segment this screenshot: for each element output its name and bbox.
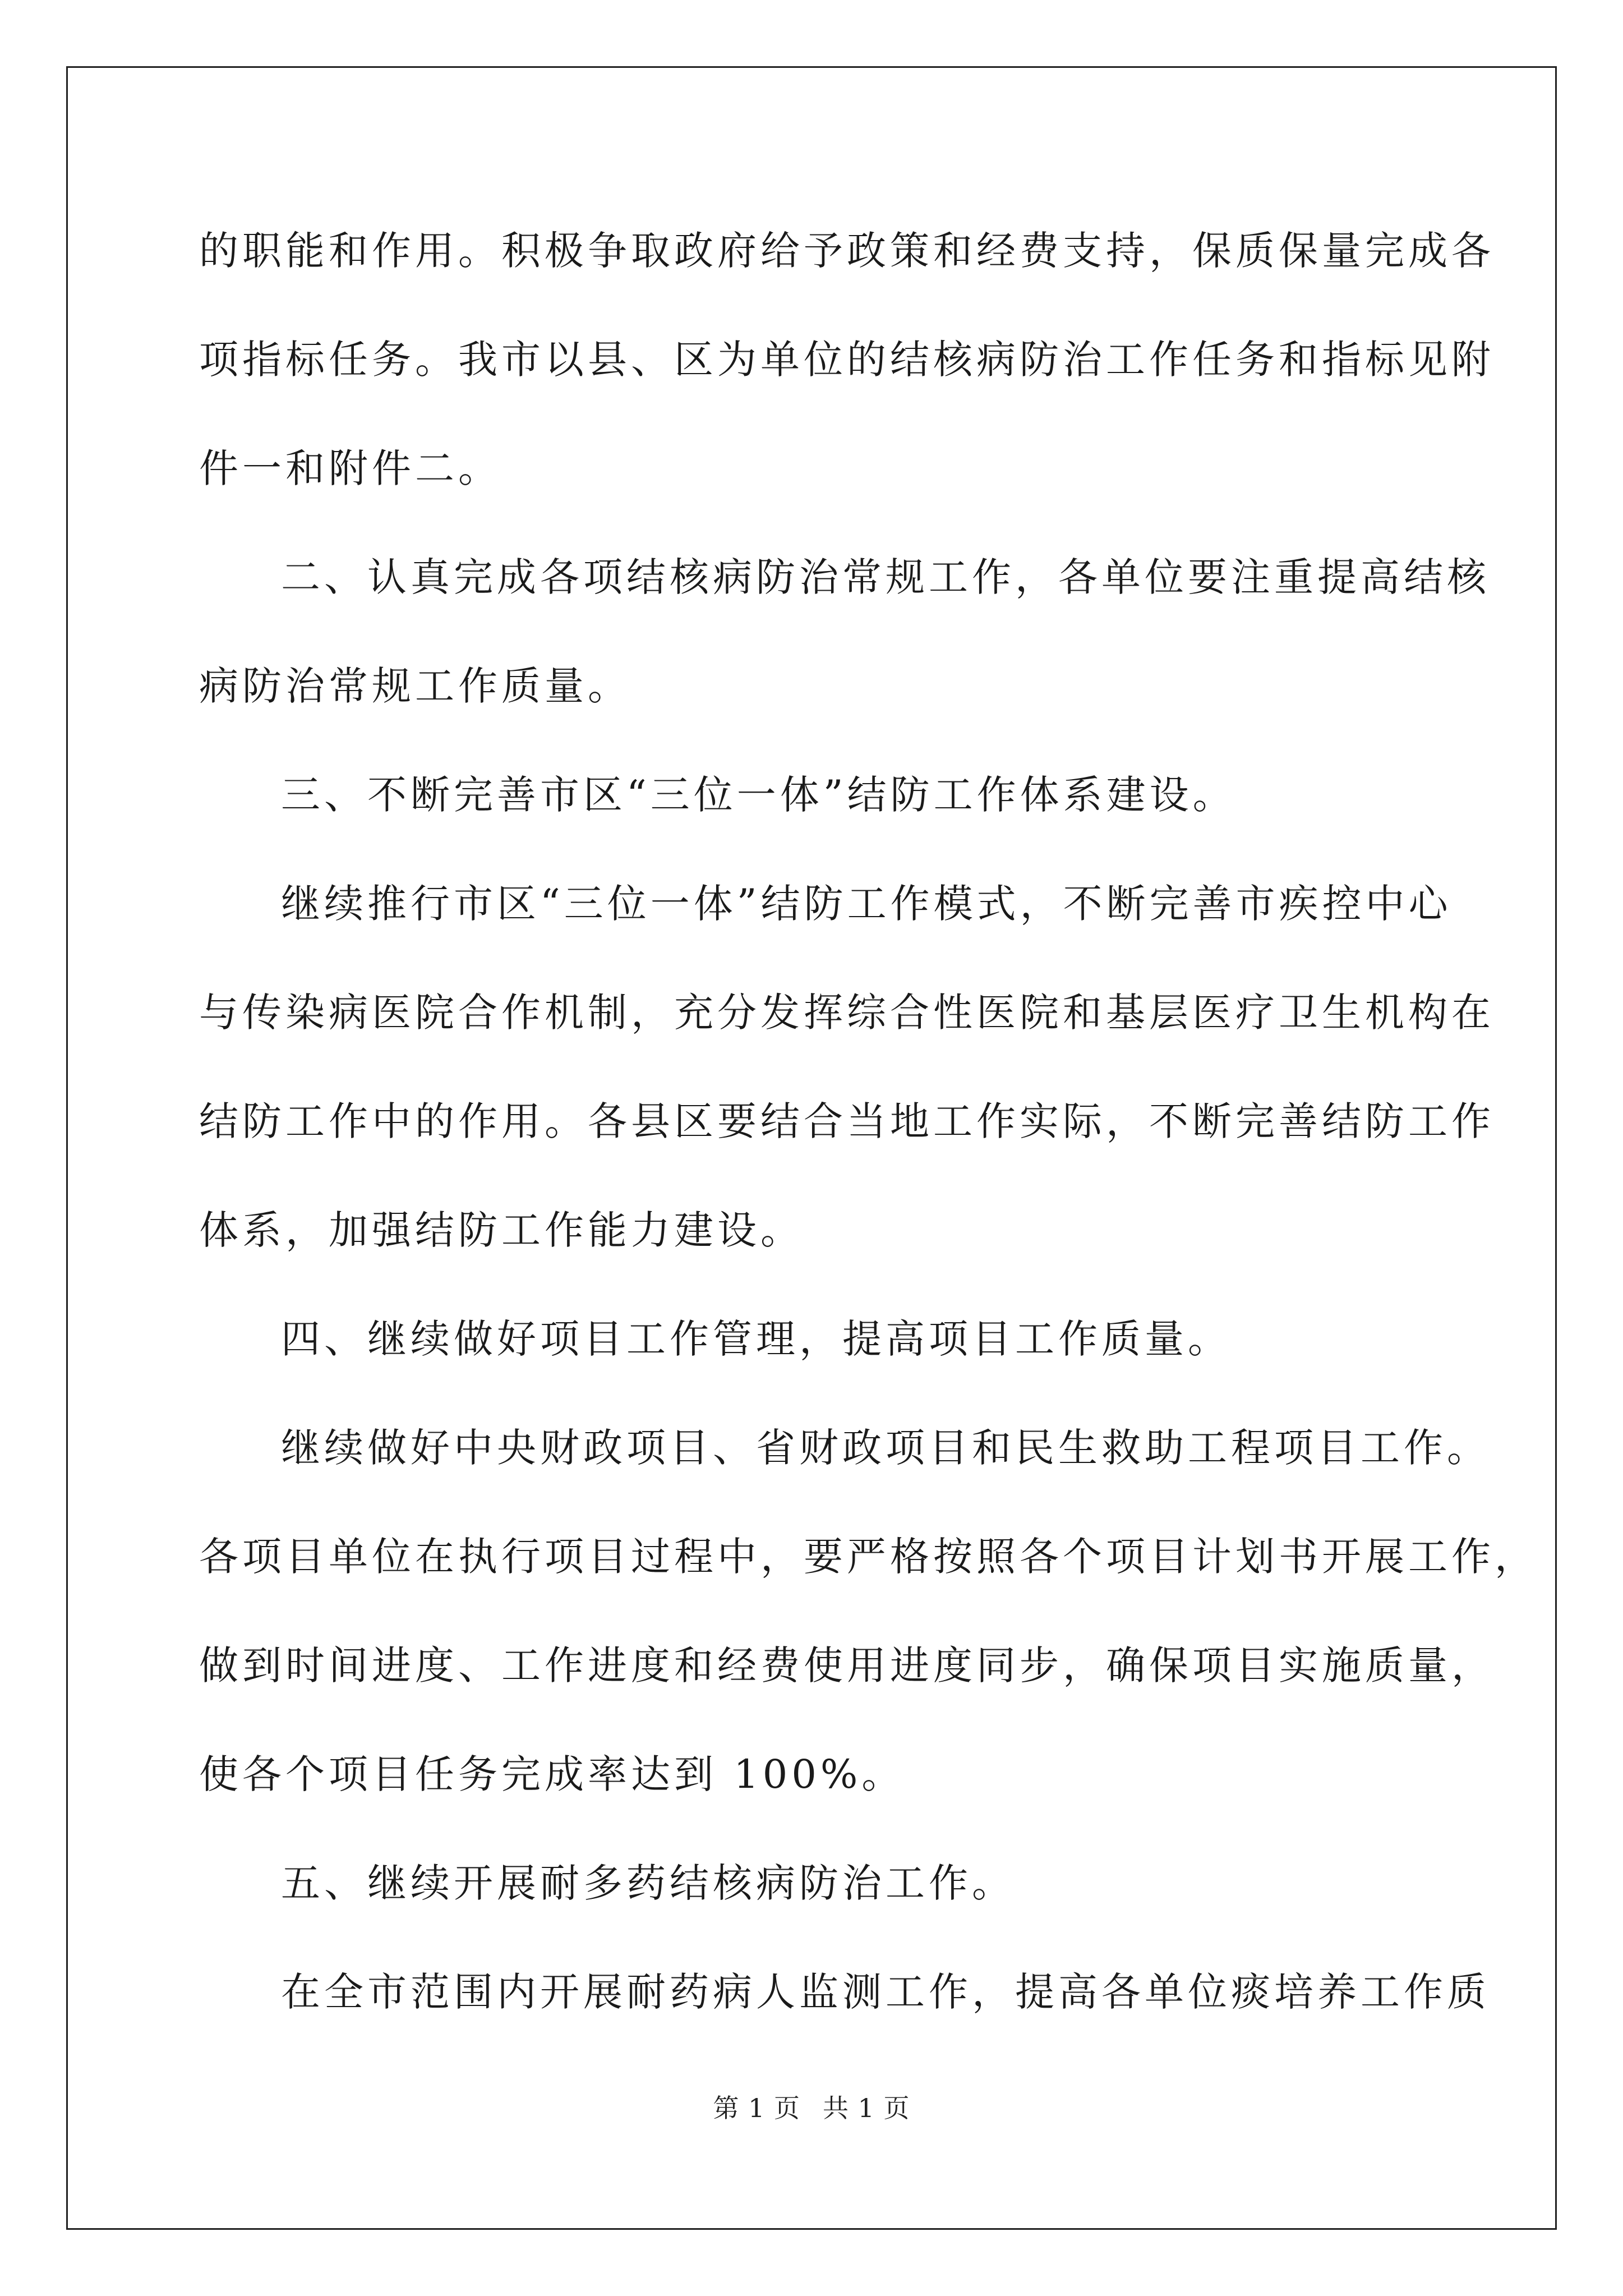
document-body (199, 222, 1538, 2072)
page-footer (0, 2091, 1623, 2125)
text-line: 继续做好中央财政项目、省财政项目和民生救助工程项目工作。 (281, 1425, 1490, 1471)
text-line: 使各个项目任务完成率达到 100%。 (199, 1751, 905, 1797)
text-line: 做到时间进度、工作进度和经费使用进度同步，确保项目实施质量， (199, 1642, 1495, 1688)
text-line: 在全市范围内开展耐药病人监测工作，提高各单位痰培养工作质 (281, 1969, 1490, 2015)
text-line: 项指标任务。我市以县、区为单位的结核病防治工作任务和指标见附 (199, 337, 1495, 383)
text-line: 体系，加强结防工作能力建设。 (199, 1207, 804, 1253)
page-number-total: 共 1 页 (823, 2093, 910, 2123)
page-number-current: 第 1 页 (713, 2093, 800, 2123)
text-line: 与传染病医院合作机制，充分发挥综合性医院和基层医疗卫生机构在 (199, 990, 1495, 1036)
section-heading: 三、不断完善市区“三位一体”结防工作体系建设。 (281, 772, 1236, 818)
text-line: 各项目单位在执行项目过程中，要严格按照各个项目计划书开展工作， (199, 1534, 1538, 1580)
text-line: 件一和附件二。 (199, 445, 501, 491)
text-line: 继续推行市区“三位一体”结防工作模式，不断完善市疾控中心 (281, 881, 1452, 927)
text-line: 结防工作中的作用。各县区要结合当地工作实际，不断完善结防工作 (199, 1098, 1495, 1144)
section-heading: 二、认真完成各项结核病防治常规工作，各单位要注重提高结核 (281, 554, 1490, 600)
text-line: 病防治常规工作质量。 (199, 663, 631, 709)
section-heading: 四、继续做好项目工作管理，提高项目工作质量。 (281, 1316, 1231, 1362)
text-line: 的职能和作用。积极争取政府给予政策和经费支持，保质保量完成各 (199, 228, 1495, 274)
section-heading: 五、继续开展耐多药结核病防治工作。 (281, 1860, 1015, 1906)
